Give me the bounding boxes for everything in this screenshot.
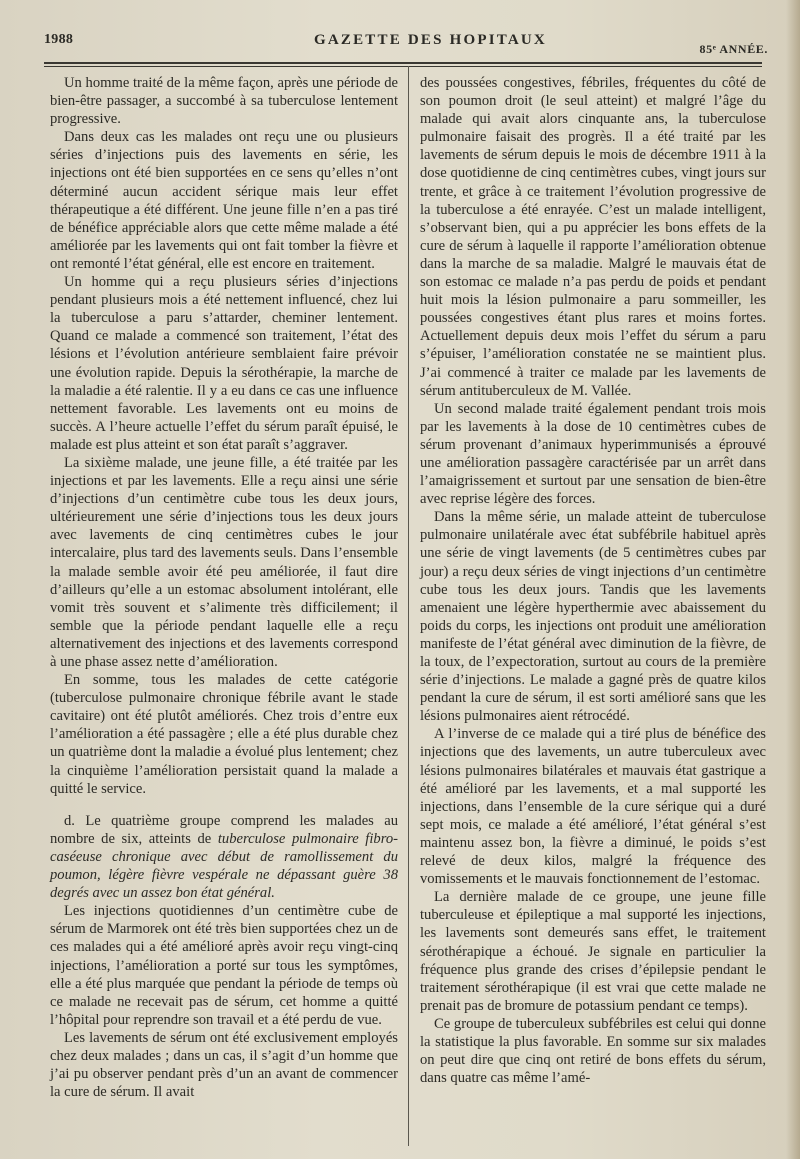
paragraph: Dans deux cas les malades ont reçu une ou plusieurs séries d’injections puis des lavements en série, les injections ont été bien supportées en ce sens qu’elles n’ont déterminé aucun accident sérique mais leur effet thérapeutique a été différent. Une jeune fille n’en a pas tiré de bénéfice appréciable alors que cette même malade a été améliorée par les lavements qui ont fait tomber la fièvre et ont remonté l’état général, elle est encore en traitement. — [50, 129, 398, 272]
right-column — [420, 74, 766, 1087]
paragraph: Les injections quotidiennes d’un centimètre cube de sérum de Marmorek ont été très bien supportées chez un de ces malades qui a été amélioré après avoir reçu vingt-cinq injections, l’amélioration a porté sur tous les symptômes, elle a été plus marquée que pendant la période de temps où ce malade ne recevait pas de sérum, cet homme a quitté l’hôpital pour reprendre son travail et a été perdu de vue. — [50, 903, 398, 1028]
paragraph: Un homme traité de la même façon, après une période de bien-être passager, a succombé à sa tuberculose lentement progressive. — [50, 75, 398, 128]
column-divider — [408, 66, 409, 1146]
paragraph: A l’inverse de ce malade qui a tiré plus de bénéfice des injections que des lavements, un autre tuberculeux avec lésions pulmonaires bilatérales et mauvais état gastrique a été amélioré par les lavements, et a mal supporté les injections, dans l’ensemble de la cure sérique qui a duré sept mois, ce malade a été amélioré, l’état général s’est maintenu assez bon, la fièvre a diminué, le poids s’est relevé de deux kilos, malgré la fréquence des vomissements et le mauvais fonctionnement de l’estomac. — [420, 726, 766, 888]
header-rule — [44, 62, 762, 64]
page-edge-shadow — [786, 0, 800, 1159]
group-d-lead: d. Le quatrième groupe comprend les malades au nombre de six, atteints de — [50, 812, 398, 847]
paragraph: des poussées congestives, fébriles, fréquentes du côté de son poumon droit (le seul atteint) et malgré l’âge du malade qui avait alors cinquante ans, la tuberculose pulmonaire faisait des progrès. Il a été traité par les lavements de sérum depuis le mois de décembre 1911 à la dose quotidienne de cinq centimètres cubes, vingt jours sur trente, et grâce à ce traitement l’évolution progressive de la tuberculose a été enrayée. C’est un malade intelligent, s’observant bien, qui a pu apprécier les bons effets de la cure de sérum à laquelle il rapporte l’amélioration obtenue dans la marche de sa maladie. Malgré le mauvais état de son estomac ce malade n’a pas perdu de poids et pendant huit mois la lésion pulmonaire a paru sommeiller, les poussées congestives étant plus rares et moins fortes. Actuellement depuis deux mois l’effet du sérum a paru s’épuiser, l’amélioration constatée ne se maintient plus. J’ai commencé à traiter ce malade par les lavements de sérum antituberculeux de M. Vallée. — [420, 75, 766, 399]
page-number: 1988 — [44, 32, 74, 47]
paragraph: Un homme qui a reçu plusieurs séries d’injections pendant plusieurs mois a été nettement influencé, chez lui la tuberculose a paru s’attarder, cheminer lentement. Quand ce malade a commencé son traitement, l’état des lésions et l’évolution antérieure semblaient faire prévoir une évolution rapide. Depuis la sérothérapie, la marche de la maladie a été ralentie. Il y a eu dans ce cas une influence nettement favorable. Les lavements ont eu moins de succès. A l’heure actuelle l’effet du sérum paraît épuisé, le malade est plus atteint et son état paraît s’aggraver. — [50, 274, 398, 453]
paragraph: Dans la même série, un malade atteint de tuberculose pulmonaire unilatérale avec état subfébrile habituel après une série de vingt lavements (de 5 centimètres cubes par jour) a reçu deux séries de vingt injections d’un centimètre cube tous les deux jours. Tandis que les lavements amenaient une légère hyperthermie avec abaissement du poids du corps, les injections ont produit une amélioration manifeste de l’état général avec diminution de la fièvre, de la toux, de l’expectoration, surtout au cours de la première série d’injections. Le malade a gagné près de quatre kilos pendant la cure de sérum, il est sorti amélioré sans que les lésions pulmonaires aient rétrocédé. — [420, 509, 766, 725]
paragraph: La dernière malade de ce groupe, une jeune fille tuberculeuse et épileptique a mal supporté les injections, les lavements sont demeurés sans effet, le traitement sérothérapique a échoué. Je signale en particulier la fréquence plus grande des crises d’épilepsie pendant le traitement sérothérapique (il est vrai que cette malade ne prenait pas de bromure de potassium pendant ce temps). — [420, 889, 766, 1014]
group-d-diagnosis: tuberculose pulmonaire fibro-caséeuse chronique avec début de ramollissement du poumon, légère fièvre vespérale ne dépassant guère 38 degrés avec un assez bon état général. — [50, 830, 398, 902]
paragraph: En somme, tous les malades de cette catégorie (tuberculose pulmonaire chronique fébrile avant le stade cavitaire) ont été plutôt améliorés. Chez trois d’entre eux l’amélioration a été passagère ; elle a été plus durable chez un quatrième dont la maladie a évolué plus lentement; chez la cinquième l’amélioration persistait quand la malade a quitté le service. — [50, 672, 398, 797]
paragraph: La sixième malade, une jeune fille, a été traitée par les injections et par les lavements. Elle a reçu ainsi une série d’injections d’un centimètre cube tous les deux jours, ultérieurement une série d’injections tous les deux jours avec lavements de cinq centimètres cubes le jour intercalaire, plus tard des lavements seuls. Dans l’ensemble la malade semble avoir été peu améliorée, il faut dire d’ailleurs qu’elle a un estomac absolument intolérant, elle vomit très souvent et s’alimente très difficilement; il semble que la période pendant laquelle elle a reçu alternativement des injections et des lavements correspond à une phase assez nette d’amélioration. — [50, 454, 398, 670]
volume-year: 85ᵉ ANNÉE. — [699, 42, 768, 56]
header-rule-thin — [44, 66, 762, 67]
page-header — [44, 30, 768, 56]
paragraph: Les lavements de sérum ont été exclusivement employés chez deux malades ; dans un cas, il s’agit d’un homme que j’ai pu observer pendant près d’un an avant de commencer la cure de sérum. Il avait — [50, 1029, 398, 1101]
left-column — [50, 74, 398, 1101]
paragraph-group-d — [50, 812, 398, 902]
paragraph: Ce groupe de tuberculeux subfébriles est celui qui donne la statistique la plus favorable. En somme sur six malades on peut dire que cinq ont retiré de bons effets du sérum, dans quatre cas même l’amé- — [420, 1015, 766, 1087]
paragraph: Un second malade traité également pendant trois mois par les lavements à la dose de 10 centimètres cubes de sérum provenant d’animaux hyperimmunisés a éprouvé une amélioration passagère caractérisée par un arrêt dans l’amaigrissement et surtout par une sensation de bien-être avec reprise légère des forces. — [420, 400, 766, 508]
journal-title: GAZETTE DES HOPITAUX — [314, 32, 547, 48]
